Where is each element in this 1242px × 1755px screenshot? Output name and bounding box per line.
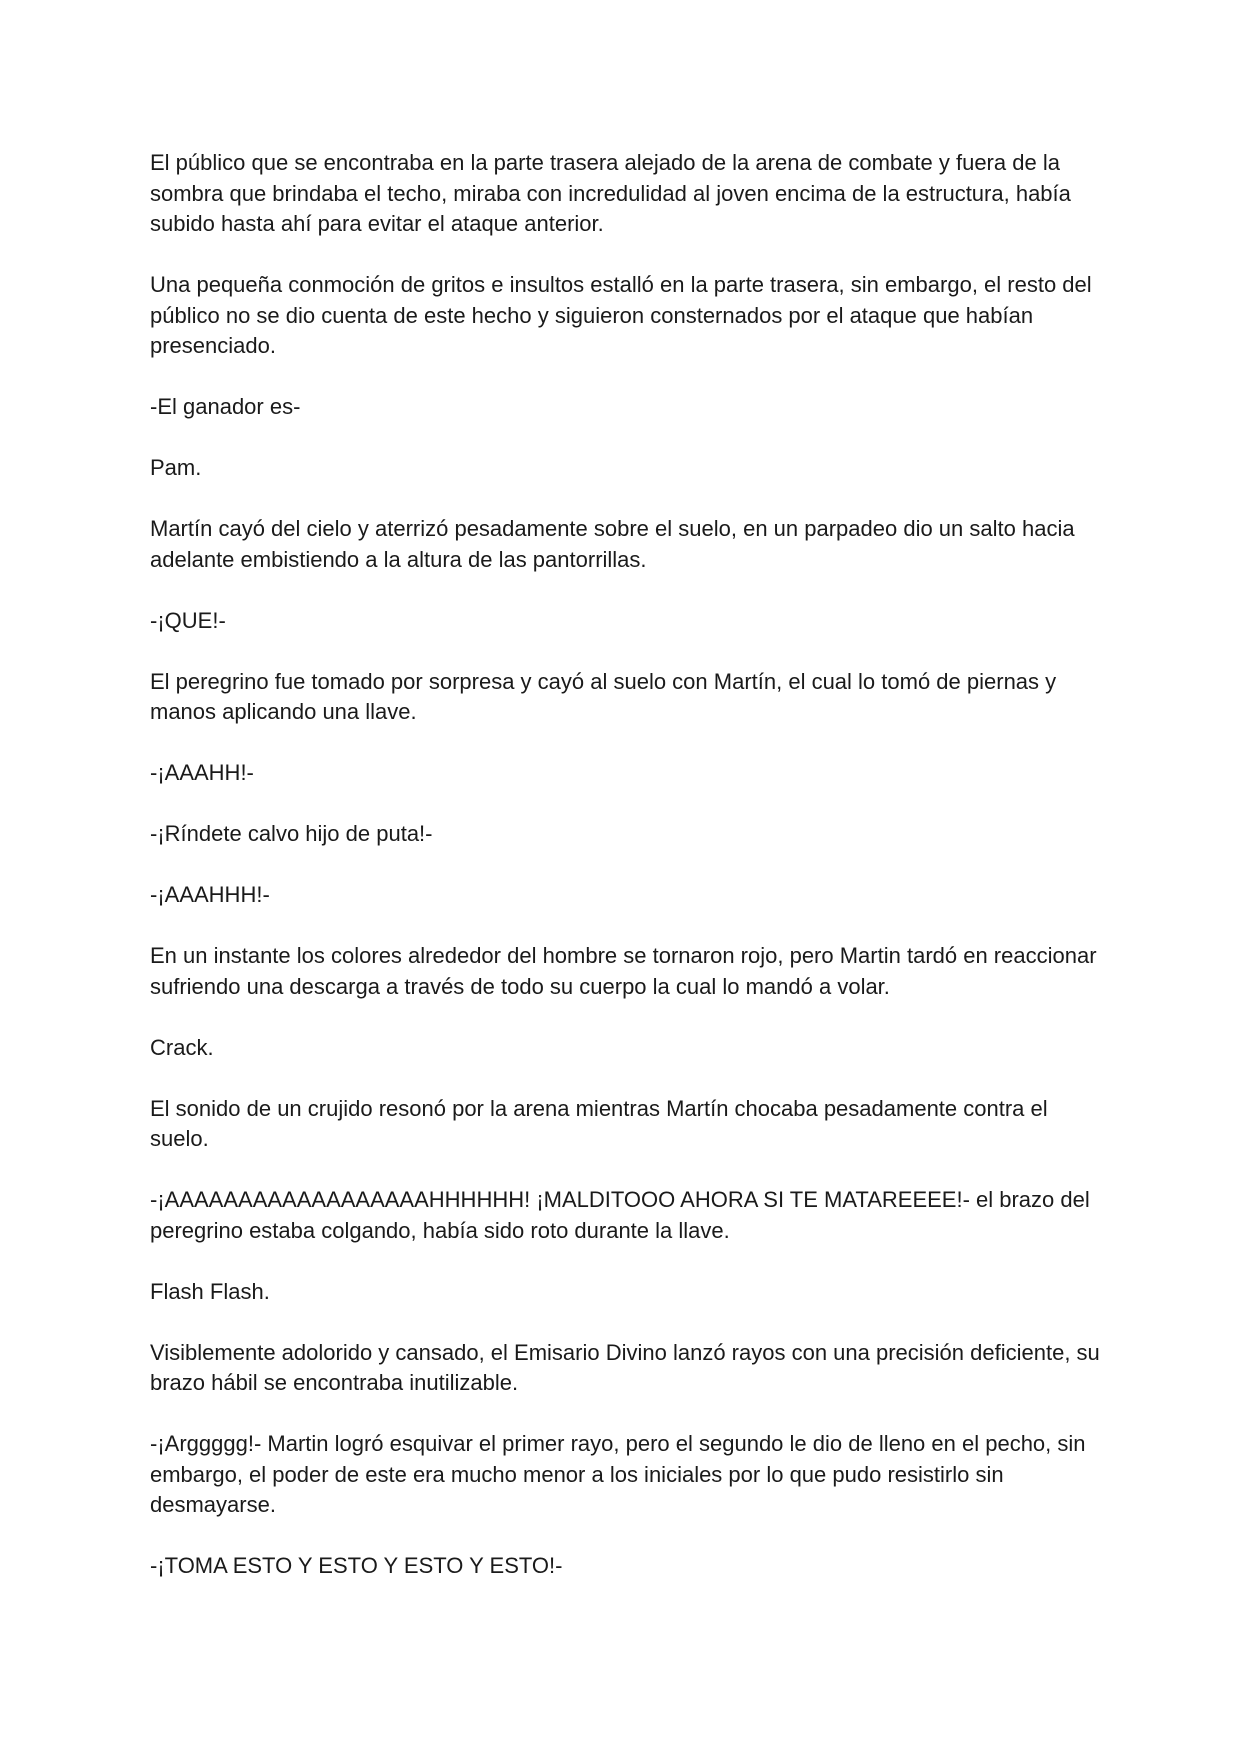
paragraph: -¡QUE!-	[150, 607, 226, 633]
paragraph: Pam.	[150, 455, 202, 480]
paragraph: Crack.	[150, 1034, 214, 1060]
paragraph: -¡AAAAAAAAAAAAAAAAAAHHHHHH! ¡MALDITOOO AHORA SI TE MATAREEEE!- el brazo del peregrino estaba colgando, había sido roto durante la llave.	[150, 1187, 1090, 1243]
paragraph: -¡Ríndete calvo hijo de puta!-	[150, 821, 433, 846]
paragraph: Una pequeña conmoción de gritos e insultos estalló en la parte trasera, sin embargo, el resto del público no se dio cuenta de este hecho y siguieron consternados por el ataque que habían presenciado.	[150, 272, 1092, 358]
paragraph: Martín cayó del cielo y aterrizó pesadamente sobre el suelo, en un parpadeo dio un salto hacia adelante embistiendo a la altura de las pantorrillas.	[150, 516, 1075, 572]
paragraph: -¡AAAHH!-	[150, 760, 254, 785]
paragraph: Visiblemente adolorido y cansado, el Emisario Divino lanzó rayos con una precisión deficiente, su brazo hábil se encontraba inutilizable.	[150, 1339, 1100, 1395]
paragraph: -El ganador es-	[150, 394, 301, 419]
document-body	[150, 148, 1100, 1612]
paragraph: El peregrino fue tomado por sorpresa y cayó al suelo con Martín, el cual lo tomó de piernas y manos aplicando una llave.	[150, 668, 1057, 724]
paragraph: El sonido de un crujido resonó por la arena mientras Martín chocaba pesadamente contra el suelo.	[150, 1095, 1048, 1151]
paragraph: -¡TOMA ESTO Y ESTO Y ESTO Y ESTO!-	[150, 1553, 563, 1578]
paragraph: -¡AAAHHH!-	[150, 882, 270, 907]
paragraph: Flash Flash.	[150, 1278, 270, 1304]
paragraph: -¡Arggggg!- Martin logró esquivar el primer rayo, pero el segundo le dio de lleno en el pecho, sin embargo, el poder de este era mucho menor a los iniciales por lo que pudo resistirlo sin desmayarse.	[150, 1431, 1086, 1517]
paragraph: El público que se encontraba en la parte trasera alejado de la arena de combate y fuera de la sombra que brindaba el techo, miraba con incredulidad al joven encima de la estructura, había subido hasta ahí para evitar el ataque anterior.	[150, 150, 1071, 236]
paragraph: En un instante los colores alrededor del hombre se tornaron rojo, pero Martin tardó en reaccionar sufriendo una descarga a través de todo su cuerpo la cual lo mandó a volar.	[150, 943, 1097, 999]
